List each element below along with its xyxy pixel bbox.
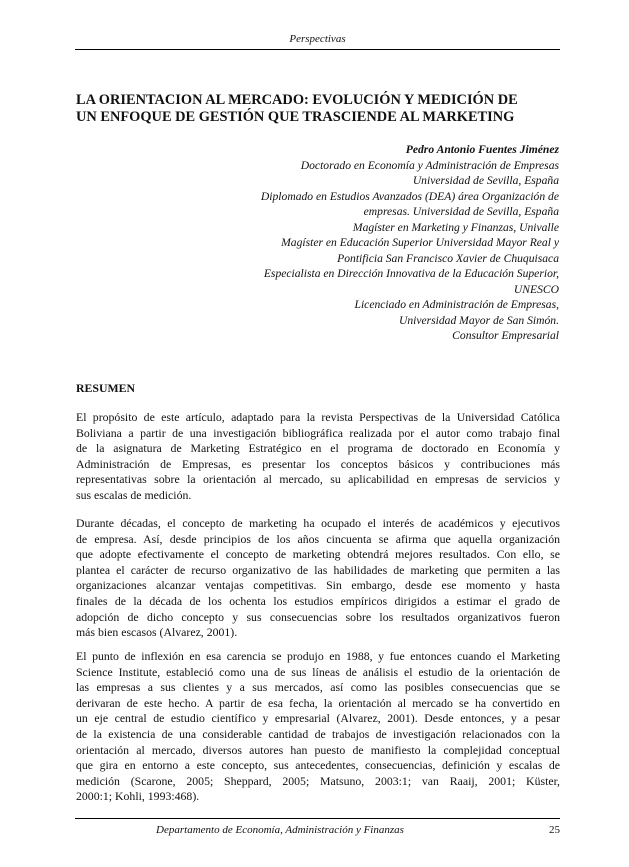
text-line: sus escalas de medición. bbox=[76, 487, 192, 502]
text-line: de la asignatura de Marketing Estratégico en el programa de doctorado en Economía y bbox=[76, 441, 560, 456]
text-line: más bien escasos (Alvarez, 2001). bbox=[76, 625, 238, 640]
author-credential: Magíster en Marketing y Finanzas, Univalle bbox=[352, 220, 559, 234]
text-line: que adopte efectivamente el concepto de marketing obtendrá mejores resultados. Con ello, se bbox=[76, 547, 560, 562]
author-credential: Especialista en Dirección Innovativa de la Educación Superior, bbox=[263, 267, 559, 280]
author-credential: Doctorado en Economía y Administración de Empresas bbox=[300, 158, 559, 172]
text-line: las empresas a sus clientes y a sus mercados, así como las posibles consecuencias que se bbox=[76, 680, 560, 695]
title-line: UN ENFOQUE DE GESTIÓN QUE TRASCIENDE AL MARKETING bbox=[76, 109, 515, 125]
author-credential: Universidad Mayor de San Simón. bbox=[398, 313, 559, 327]
text-line: finales de la década de los ochenta los estudios empíricos dirigidos a estimar el grado de bbox=[76, 593, 560, 608]
author-credential: UNESCO bbox=[513, 282, 559, 296]
abstract-paragraph-2 bbox=[76, 516, 560, 641]
author-credential: Universidad de Sevilla, España bbox=[412, 174, 559, 187]
text-line: Science Institute, estableció como una de sus líneas de análisis el estudio de la orientación de bbox=[76, 664, 560, 679]
footer-department: Departamento de Economía, Administración y Finanzas bbox=[156, 824, 404, 836]
author-credential: Magíster en Educación Superior Universidad Mayor Real y bbox=[281, 236, 559, 249]
text-line: medición (Scarone, 2005; Sheppard, 2005; Matsuno, 2003:1; van Raaij, 2001; Küster, bbox=[76, 773, 560, 788]
author-credential: Pontificia San Francisco Xavier de Chuquisaca bbox=[337, 251, 559, 265]
text-line: de la existencia de una considerable cantidad de trabajos de investigación relacionados con la bbox=[76, 726, 560, 741]
abstract-heading: RESUMEN bbox=[76, 381, 135, 395]
author-credential: empresas. Universidad de Sevilla, España bbox=[363, 205, 559, 218]
header-rule bbox=[75, 49, 560, 50]
footer-rule bbox=[75, 818, 560, 819]
author-credential: Consultor Empresarial bbox=[452, 329, 559, 342]
text-line: orientación al mercado, diversos autores han puesto de manifiesto la complejidad conceptual bbox=[76, 742, 560, 757]
abstract-paragraph-3 bbox=[76, 649, 560, 805]
text-line: adopción de dicho concepto y sus consecuencias sobre los resultados organizativos fueron bbox=[76, 609, 560, 624]
text-line: organizaciones alcanzar ventajas competitivas. Sin embargo, desde ese momento y hasta bbox=[76, 578, 560, 593]
text-line: Administración de Empresas, es presentar los conceptos básicos y contribuciones más bbox=[76, 456, 560, 471]
text-line: 2000:1; Kohli, 1993:468). bbox=[76, 789, 200, 804]
author-credential: Licenciado en Administración de Empresas, bbox=[354, 298, 559, 311]
abstract-paragraph-1 bbox=[76, 410, 560, 504]
text-line: representativas sobre la orientación al mercado, su aplicabilidad en empresas de servicios y bbox=[76, 472, 560, 487]
author-block bbox=[139, 142, 559, 344]
title-line: LA ORIENTACION AL MERCADO: EVOLUCIÓN Y MEDICIÓN DE bbox=[76, 92, 518, 108]
text-line: El propósito de este artículo, adaptado para la revista Perspectivas de la Universidad Católica bbox=[76, 410, 560, 424]
text-line: un eje central de estudio científico y empresarial (Alvarez, 2001). Desde entonces, y a pesar bbox=[76, 711, 560, 726]
text-line: de empresa. Así, desde principios de los años cincuenta se afirma que aquella organización bbox=[76, 531, 560, 546]
text-line: plantea el carácter de recurso organizativo de las habilidades de marketing que permiten a las bbox=[76, 562, 560, 577]
text-line: Boliviana a partir de una investigación bibliográfica realizada por el autor como trabajo final bbox=[76, 425, 560, 440]
author-name: Pedro Antonio Fuentes Jiménez bbox=[405, 143, 559, 156]
page-number: 25 bbox=[549, 824, 560, 836]
running-header: Perspectivas bbox=[289, 33, 346, 45]
text-line: Durante décadas, el concepto de marketing ha ocupado el interés de académicos y ejecutivos bbox=[76, 516, 560, 530]
author-credential: Diplomado en Estudios Avanzados (DEA) área Organización de bbox=[260, 189, 559, 203]
text-line: El punto de inflexión en esa carencia se produjo en 1988, y fue entonces cuando el Marketing bbox=[76, 649, 560, 663]
text-line: derivaran de este hecho. A partir de esa fecha, la orientación al mercado se ha convertido en bbox=[76, 695, 560, 710]
article-title bbox=[76, 92, 560, 126]
text-line: que gira en entorno a este concepto, sus antecedentes, consecuencias, definición y escalas de bbox=[76, 758, 560, 773]
